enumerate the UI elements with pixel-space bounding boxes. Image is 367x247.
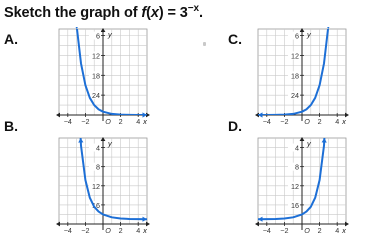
x-axis-label: x: [342, 226, 346, 235]
question-prefix: Sketch the graph of: [4, 4, 142, 21]
y-tick-label: 4: [96, 143, 100, 153]
question-exponent: −x: [187, 3, 199, 14]
y-tick-label: 18: [92, 71, 100, 81]
question-end: .: [198, 4, 203, 21]
option-c-graph[interactable]: [254, 27, 350, 130]
x-tick-label: −2: [280, 226, 289, 235]
y-tick-label: 12: [92, 181, 100, 191]
x-tick-label: −4: [262, 226, 271, 235]
option-b-graph[interactable]: [55, 136, 151, 239]
option-c-letter[interactable]: C.: [228, 31, 242, 47]
x-tick-label: 4: [136, 226, 141, 235]
function-variable: x: [150, 4, 159, 21]
y-axis-label: y: [108, 139, 112, 148]
stray-mark: [203, 42, 206, 46]
option-d-graph[interactable]: [254, 136, 350, 239]
x-tick-label: 2: [317, 117, 322, 126]
x-tick-label: −2: [280, 117, 289, 126]
x-axis-arrow-left: [56, 222, 60, 227]
y-tick-label: 12: [291, 181, 299, 191]
x-tick-label: 2: [118, 117, 123, 126]
x-axis-label: x: [143, 117, 147, 126]
x-axis-label: x: [143, 226, 147, 235]
y-axis-label: y: [307, 30, 311, 39]
y-tick-label: 4: [295, 143, 299, 153]
y-axis-label: y: [108, 30, 112, 39]
y-tick-label: 16: [291, 200, 299, 210]
x-tick-label: 4: [136, 117, 141, 126]
x-axis-label: x: [342, 117, 346, 126]
paren-open: (: [146, 4, 151, 21]
x-tick-label: −4: [63, 226, 72, 235]
option-d-letter[interactable]: D.: [228, 118, 242, 134]
y-tick-label: 8: [295, 162, 299, 172]
option-b-letter[interactable]: B.: [4, 118, 18, 134]
x-axis-arrow-left: [255, 222, 259, 227]
x-tick-label: O: [105, 226, 111, 235]
x-tick-label: 2: [118, 226, 123, 235]
function-name: f: [141, 4, 147, 21]
y-tick-label: 6: [295, 31, 299, 41]
x-tick-label: −4: [262, 117, 271, 126]
y-tick-label: 8: [96, 162, 100, 172]
x-tick-label: O: [304, 226, 310, 235]
y-tick-label: 12: [291, 51, 299, 61]
x-tick-label: 2: [317, 226, 322, 235]
question-text: [4, 3, 203, 21]
x-tick-label: 4: [335, 226, 340, 235]
y-axis-label: y: [307, 139, 311, 148]
option-a-letter[interactable]: A.: [4, 31, 18, 47]
x-tick-label: 4: [335, 117, 340, 126]
y-tick-label: 16: [92, 200, 100, 210]
y-tick-label: 18: [291, 71, 299, 81]
x-tick-label: −2: [81, 117, 90, 126]
x-tick-label: O: [304, 117, 310, 126]
x-tick-label: O: [105, 117, 111, 126]
y-tick-label: 12: [92, 51, 100, 61]
question-equals: ) = 3: [158, 4, 188, 21]
y-tick-label: 24: [291, 91, 299, 101]
option-a-graph[interactable]: [55, 27, 151, 130]
y-tick-label: 24: [92, 91, 100, 101]
y-tick-label: 6: [96, 31, 100, 41]
x-tick-label: −2: [81, 226, 90, 235]
x-axis-arrow-left: [56, 113, 60, 118]
x-tick-label: −4: [63, 117, 72, 126]
